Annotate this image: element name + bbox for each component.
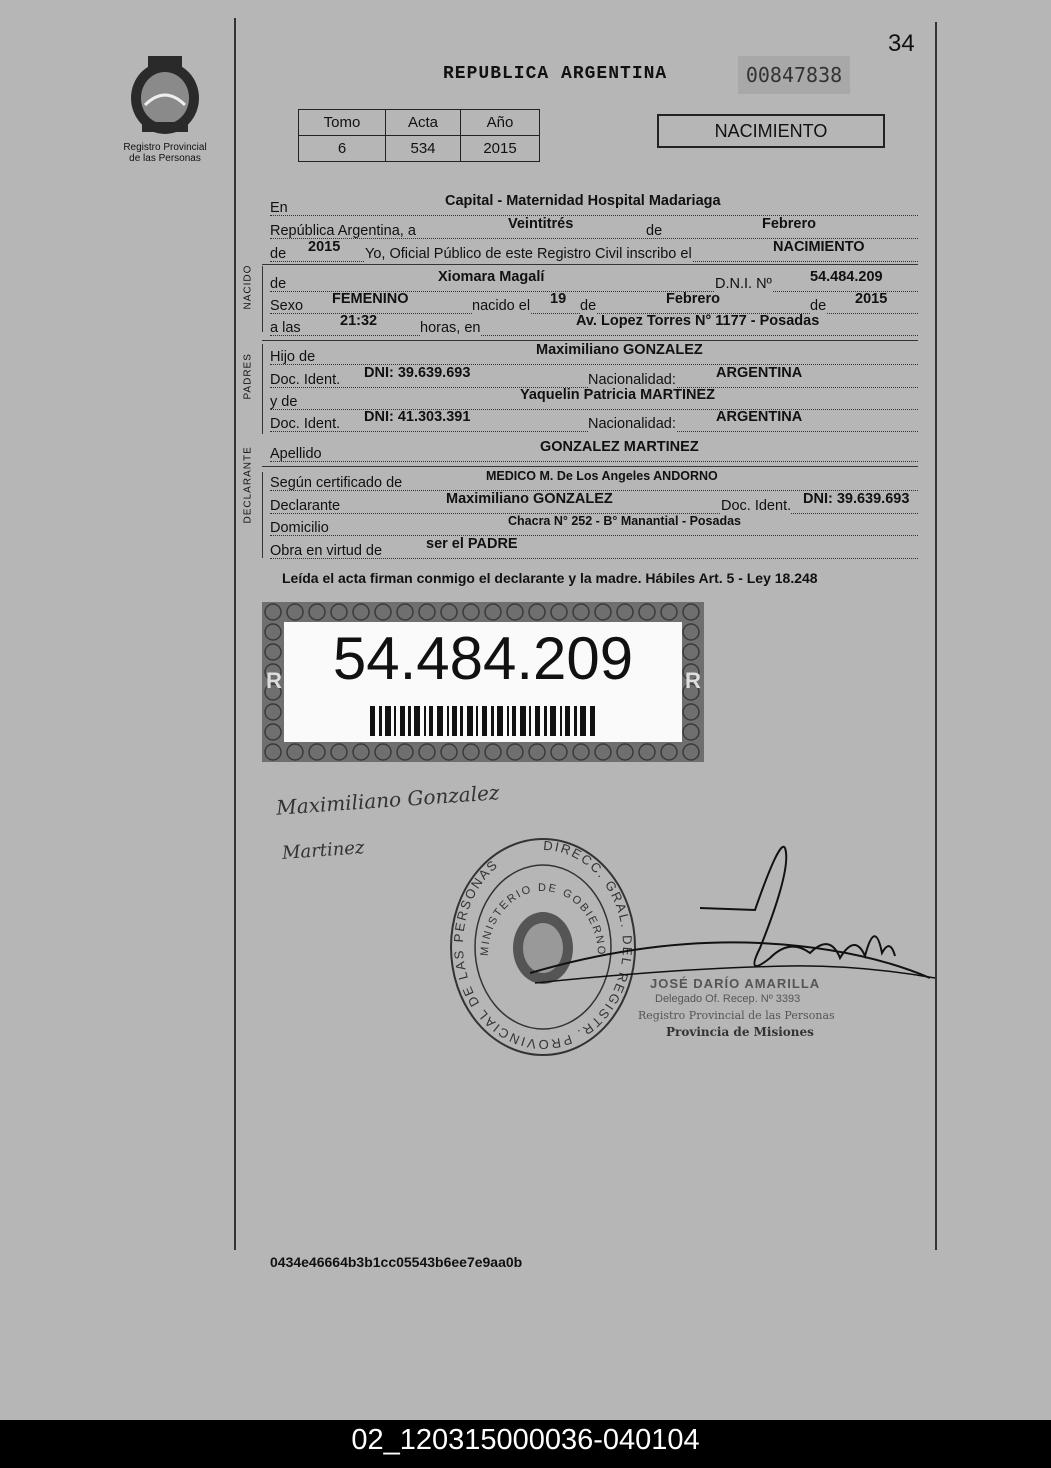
value-doc-madre: DNI: 41.303.391: [364, 409, 471, 425]
row-republica: [270, 216, 918, 241]
label-doc-declarante: Doc. Ident.: [721, 498, 792, 514]
value-domicilio: Chacra N° 252 - B° Manantial - Posadas: [508, 514, 741, 528]
section-nacido: [236, 266, 260, 332]
registry-caption-line1: Registro Provincial: [123, 142, 207, 153]
stamp-inner-text: MINISTERIO DE GOBIERNO: [478, 881, 608, 957]
section-padres-label: PADRES: [242, 353, 254, 400]
label-domicilio: Domicilio: [270, 520, 329, 536]
value-domicilio-nac: Av. Lopez Torres N° 1177 - Posadas: [576, 313, 820, 329]
tomo-acta-anio-table: [298, 109, 540, 162]
label-certificado: Según certificado de: [270, 475, 403, 491]
value-padre: Maximiliano GONZALEZ: [536, 342, 703, 358]
value-doc-padre: DNI: 39.639.693: [364, 365, 471, 381]
value-nacionalidad-padre: ARGENTINA: [716, 365, 803, 381]
bracket-declarante: [262, 472, 263, 558]
row-obra: [270, 536, 918, 561]
value-obra: ser el PADRE: [426, 536, 518, 552]
value-madre: Yaquelin Patricia MARTINEZ: [520, 387, 715, 403]
value-mes: Febrero: [762, 216, 816, 232]
table-header-tomo: Tomo: [299, 110, 386, 136]
separator-top-nacido: [262, 264, 918, 265]
row-anio: [270, 239, 918, 264]
row-hijo: [270, 342, 918, 367]
footer-bar: [0, 1420, 1051, 1468]
label-declarante: Declarante: [270, 498, 341, 514]
label-de-anio-nac: de: [810, 298, 827, 314]
registry-caption-line2: de las Personas: [129, 153, 201, 164]
table-header-anio: Año: [461, 110, 540, 136]
section-nacido-label: NACIDO: [242, 264, 254, 310]
barcode: [370, 706, 596, 736]
right-margin-line: [935, 22, 937, 1250]
row-certificado: [270, 471, 918, 493]
label-de-nombre: de: [270, 276, 287, 292]
row-doc-madre: [270, 409, 918, 434]
serial-number: 00847838: [738, 56, 850, 94]
label-doc-padre: Doc. Ident.: [270, 372, 341, 388]
registry-caption: [105, 142, 225, 164]
value-dia: Veintitrés: [508, 216, 574, 232]
separator-top-padres: [262, 340, 918, 341]
row-declarante: [270, 491, 918, 516]
row-hora: [270, 313, 918, 338]
sticker-letter-left: R: [266, 668, 282, 693]
label-nacionalidad-padre: Nacionalidad:: [588, 372, 676, 388]
official-signature: [530, 838, 940, 998]
separator-top-declarante: [262, 466, 918, 467]
closing-statement: Leída el acta firman conmigo el declarante y la madre. Hábiles Art. 5 - Ley 18.248: [282, 570, 818, 586]
section-declarante-label: DECLARANTE: [242, 446, 254, 524]
label-dni: D.N.I. Nº: [715, 276, 772, 292]
table-value-tomo: 6: [299, 136, 386, 162]
value-apellido: GONZALEZ MARTINEZ: [540, 439, 699, 455]
label-y-de: y de: [270, 394, 298, 410]
label-nacido-el: nacido el: [472, 298, 531, 314]
footer-file-code: 02_120315000036-040104: [351, 1424, 700, 1456]
section-declarante: [236, 446, 260, 560]
handwritten-name-line2: Martinez: [281, 837, 366, 864]
value-anio: 2015: [308, 239, 341, 255]
sticker-dni-number: 54.484.209: [332, 625, 634, 692]
label-sexo: Sexo: [270, 298, 304, 314]
row-en: [270, 193, 918, 218]
label-de-mes-nac: de: [580, 298, 597, 314]
row-apellido: [270, 439, 918, 464]
value-anio-nac: 2015: [855, 291, 888, 307]
value-dia-nac: 19: [550, 291, 567, 307]
stamp-outer-text: DIRECC. GRAL. DEL REGISTR. PROVINCIAL DE LAS PERSONAS: [450, 837, 636, 1053]
document-hash: 0434e46664b3b1cc05543b6ee7e9aa0b: [270, 1254, 523, 1270]
label-a-las: a las: [270, 320, 301, 336]
table-value-acta: 534: [386, 136, 461, 162]
act-type-box: NACIMIENTO: [657, 114, 885, 148]
label-obra: Obra en virtud de: [270, 543, 383, 559]
label-nacionalidad-madre: Nacionalidad:: [588, 416, 676, 432]
section-padres: [236, 344, 260, 436]
label-hijo-de: Hijo de: [270, 349, 316, 365]
official-province: Provincia de Misiones: [666, 1025, 814, 1039]
value-doc-declarante: DNI: 39.639.693: [803, 491, 910, 507]
page-number: 34: [888, 30, 915, 57]
table-value-anio: 2015: [461, 136, 540, 162]
label-republica: República Argentina, a: [270, 223, 416, 239]
sticker-label: [284, 622, 682, 742]
value-lugar: Capital - Maternidad Hospital Madariaga: [445, 193, 721, 209]
bracket-padres: [262, 344, 263, 434]
value-certificado: MEDICO M. De Los Angeles ANDORNO: [486, 469, 718, 483]
label-doc-madre: Doc. Ident.: [270, 416, 341, 432]
bracket-nacido: [262, 266, 263, 332]
label-horas-en: horas, en: [420, 320, 481, 336]
registry-logo: [120, 50, 210, 140]
table-header-acta: Acta: [386, 110, 461, 136]
document-title: REPUBLICA ARGENTINA: [443, 64, 668, 84]
label-apellido: Apellido: [270, 446, 322, 462]
official-office: Registro Provincial de las Personas: [638, 1009, 835, 1022]
value-sexo: FEMENINO: [332, 291, 409, 307]
value-declarante: Maximiliano GONZALEZ: [446, 491, 613, 507]
label-en: En: [270, 200, 288, 216]
handwritten-name-line1: Maximiliano Gonzalez: [275, 780, 501, 820]
label-de-anio: de: [270, 246, 287, 262]
value-acto: NACIMIENTO: [773, 239, 865, 255]
sticker-letter-right: R: [685, 668, 701, 693]
left-margin-line: [234, 18, 236, 1250]
value-dni: 54.484.209: [810, 269, 883, 285]
value-mes-nac: Febrero: [666, 291, 720, 307]
label-oficial: Yo, Oficial Público de este Registro Civil inscribo el: [365, 246, 692, 262]
official-role: Delegado Of. Recep. Nº 3393: [655, 993, 801, 1005]
label-de-mes: de: [646, 223, 663, 239]
official-name: JOSÉ DARÍO AMARILLA: [650, 976, 821, 991]
value-nombre: Xiomara Magalí: [438, 269, 545, 285]
row-domicilio: [270, 516, 918, 538]
value-nacionalidad-madre: ARGENTINA: [716, 409, 803, 425]
dni-sticker: [262, 602, 704, 762]
value-hora: 21:32: [340, 313, 378, 329]
